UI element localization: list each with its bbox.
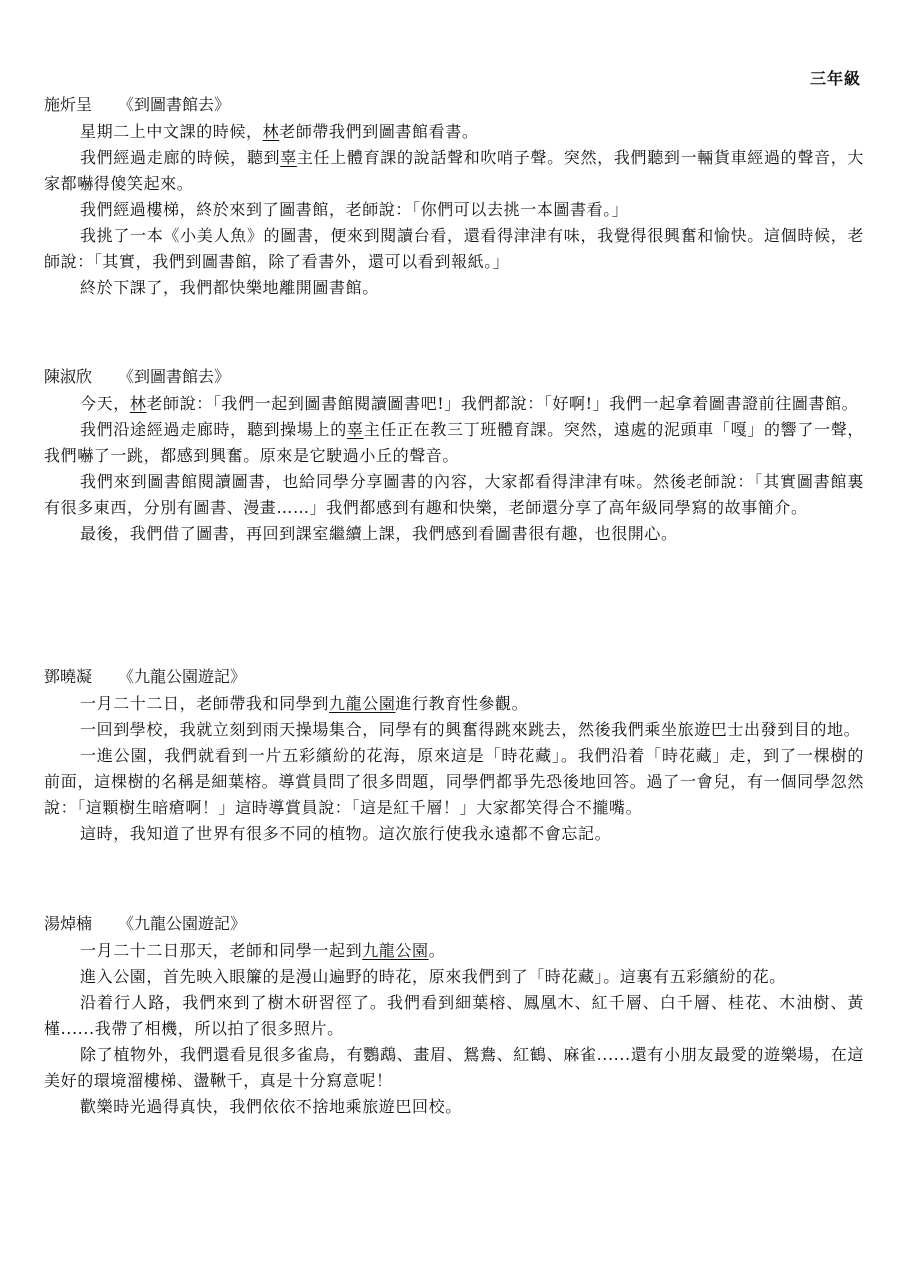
paragraph-text: 我們經過樓梯，終於來到了圖書館，老師說：「你們可以去挑一本圖書看。」 [80,200,629,219]
underlined-name: 九龍公園 [329,694,396,713]
paragraph [44,1094,864,1120]
paragraph [44,691,864,717]
paragraph-text: 老師說：「我們一起到圖書館閱讀圖書吧!」我們都說：「好啊!」我們一起拿着圖書證前往圖書館。 [146,394,859,413]
underlined-name: 林 [129,394,147,413]
paragraph [44,223,864,275]
paragraph [44,990,864,1042]
essay-1 [44,91,864,301]
paragraph [44,275,864,301]
paragraph [44,821,864,847]
paragraph-text: 主任上體育課的說話聲和吹哨子聲。突然，我們聽到一輛貨車經過的聲音，大家都嚇得傻笑起來。 [44,148,864,193]
paragraph-text: 我挑了一本《小美人魚》的圖書，便來到閱讀台看，還看得津津有味，我覺得很興奮和愉快。這個時候，老師說：「其實，我們到圖書館，除了看書外，還可以看到報紙。」 [44,226,864,271]
paragraph [44,119,864,145]
paragraph-text: 進行教育性參觀。 [395,694,529,713]
essay-3 [44,663,864,847]
paragraph [44,743,864,821]
paragraph-text: 主任正在教三丁班體育課。突然，遠處的泥頭車「嘎」的響了一聲，我們嚇了一跳，都感到興奮。原來是它駛過小丘的聲音。 [44,420,864,465]
paragraph-text: 。 [428,941,446,960]
paragraph [44,391,864,417]
essay-body [44,691,864,847]
essay-author: 施炘呈 [44,95,93,114]
paragraph-text: 一月二十二日，老師帶我和同學到 [80,694,330,713]
paragraph-text: 歡樂時光過得真快，我們依依不捨地乘旅遊巴回校。 [80,1097,462,1116]
essay-author: 鄧曉凝 [44,667,93,686]
essay-title: 《到圖書館去》 [118,367,231,386]
essay-heading [44,910,864,938]
paragraph [44,417,864,469]
paragraph-text: 我們經過走廊的時候，聽到 [80,148,281,167]
paragraph-text: 我們來到圖書館閱讀圖書，也給同學分享圖書的內容，大家都看得津津有味。然後老師說：「其實圖書館裏有很多東西，分別有圖書、漫畫……」我們都感到有趣和快樂，老師還分享了高年級同學寫的故事簡介。 [44,472,864,517]
paragraph-text: 這時，我知道了世界有很多不同的植物。這次旅行使我永遠都不會忘記。 [80,824,612,843]
paragraph-text: 沿着行人路，我們來到了樹木研習徑了。我們看到細葉榕、鳳凰木、紅千層、白千層、桂花、木油樹、黃槿......我帶了相機，所以拍了很多照片。 [44,993,864,1038]
essay-author: 湯焯楠 [44,914,93,933]
essay-body [44,938,864,1120]
paragraph-text: 最後，我們借了圖書，再回到課室繼續上課，我們感到看圖書很有趣，也很開心。 [80,524,678,543]
underlined-name: 九龍公園 [362,941,429,960]
paragraph [44,964,864,990]
paragraph-text: 我們沿途經過走廊時，聽到操場上的 [80,420,347,439]
essay-heading [44,363,864,391]
underlined-name: 林 [262,122,280,141]
paragraph-text: 進入公園，首先映入眼簾的是漫山遍野的時花，原來我們到了「時花藏」。這裏有五彩繽紛的花。 [80,967,786,986]
paragraph-text: 一進公園，我們就看到一片五彩繽紛的花海，原來這是「時花藏」。我們沿着「時花藏」走，到了一棵樹的前面，這棵樹的名稱是細葉榕。導賞員問了很多問題，同學們都爭先恐後地回答。過了一會兒，有一個同學忽然說：「這顆樹生暗瘡啊！」這時導賞員說：「這是紅千層！」大家都笑得合不攏嘴。 [44,746,864,817]
paragraph [44,1042,864,1094]
paragraph-text: 終於下課了，我們都快樂地離開圖書館。 [80,278,379,297]
essay-title: 《九龍公園遊記》 [118,914,247,933]
essay-title: 《九龍公園遊記》 [118,667,247,686]
grade-label: 三年級 [809,69,861,88]
paragraph-text: 一月二十二日那天，老師和同學一起到 [80,941,363,960]
paragraph [44,521,864,547]
essay-heading [44,663,864,691]
essay-2 [44,363,864,547]
underlined-name: 辜 [346,420,364,439]
paragraph-text: 一回到學校，我就立刻到雨天操場集合，同學有的興奮得跳來跳去，然後我們乘坐旅遊巴士出發到目的地。 [80,720,861,739]
paragraph [44,469,864,521]
underlined-name: 辜 [280,148,297,167]
paragraph [44,145,864,197]
paragraph-text: 除了植物外，我們還看見很多雀鳥，有鸚鵡、畫眉、鴛鴦、紅鶴、麻雀......還有小朋友最愛的遊樂場，在這美好的環境溜樓梯、盪鞦千，真是十分寫意呢！ [44,1045,864,1090]
paragraph-text: 老師帶我們到圖書館看書。 [279,122,479,141]
essay-body [44,119,864,301]
paragraph [44,197,864,223]
essay-heading [44,91,864,119]
essay-body [44,391,864,547]
essay-4 [44,910,864,1120]
paragraph-text: 星期二上中文課的時候， [80,122,263,141]
essay-title: 《到圖書館去》 [118,95,231,114]
essay-author: 陳淑欣 [44,367,93,386]
paragraph [44,717,864,743]
paragraph-text: 今天， [80,394,130,413]
paragraph [44,938,864,964]
